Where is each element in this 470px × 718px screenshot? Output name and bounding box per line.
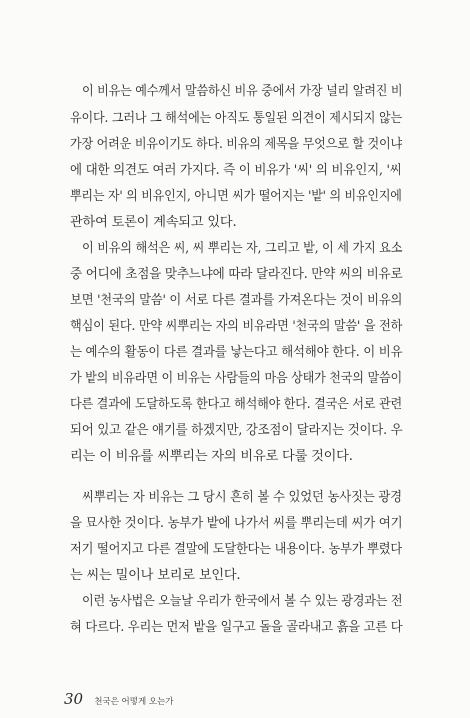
paragraph-2-line-3: 보면 '천국의 말씀' 이 서로 다른 결과를 가져온다는 것이 비유의	[70, 293, 403, 308]
paragraph-1-line-2: 유이다. 그러나 그 해석에는 아직도 통일된 의견이 제시되지 않는	[70, 111, 402, 126]
paragraph-2-line-2: 중 어디에 초점을 맞추느냐에 따라 달라진다. 만약 씨의 비유로	[70, 267, 403, 282]
paragraph-2-line-7: 다른 결과에 도달하도록 한다고 해석해야 한다. 결국은 서로 관련	[70, 397, 402, 412]
paragraph-2-line-6: 가 밭의 비유라면 이 비유는 사람들의 마음 상태가 천국의 말씀이	[70, 371, 402, 386]
page-number: 30	[64, 690, 84, 708]
paragraph-2-line-5: 는 예수의 활동이 다른 결과를 낳는다고 해석해야 한다. 이 비유	[70, 345, 403, 360]
running-title: 천국은 어떻게 오는가	[94, 697, 174, 707]
paragraph-2-line-1: 이 비유의 해석은 씨, 씨 뿌리는 자, 그리고 밭, 이 세 가지 요소	[82, 241, 403, 256]
paragraph-3-line-2: 을 묘사한 것이다. 농부가 밭에 나가서 씨를 뿌리는데 씨가 여기	[70, 516, 403, 531]
paragraph-3-line-1: 씨뿌리는 자 비유는 그 당시 흔히 볼 수 있었던 농사짓는 광경	[82, 490, 402, 505]
paragraph-3-line-4: 는 씨는 밀이나 보리로 보인다.	[70, 568, 241, 583]
paragraph-2-line-9: 리는 이 비유를 씨뿌리는 자의 비유로 다룰 것이다.	[70, 449, 353, 464]
paragraph-1-line-4: 에 대한 의견도 여러 가지다. 즉 이 비유가 '씨' 의 비유인지, '씨	[70, 163, 402, 178]
page-footer	[64, 689, 174, 708]
paragraph-1-line-5: 뿌리는 자' 의 비유인지, 아니면 씨가 떨어지는 '밭' 의 비유인지에	[70, 189, 402, 204]
paragraph-4-line-1: 이런 농사법은 오늘날 우리가 한국에서 볼 수 있는 광경과는 전	[82, 594, 403, 609]
paragraph-2-line-4: 핵심이 된다. 만약 씨뿌리는 자의 비유라면 '천국의 말씀' 을 전하	[70, 319, 403, 334]
paragraph-3-line-3: 저기 떨어지고 다른 결말에 도달한다는 내용이다. 농부가 뿌렸다	[70, 542, 402, 557]
paragraph-1-line-6: 관하여 토론이 계속되고 있다.	[70, 215, 237, 230]
paragraph-4-line-2: 혀 다르다. 우리는 먼저 밭을 일구고 돌을 골라내고 흙을 고른 다	[70, 620, 403, 635]
paragraph-1-line-3: 가장 어려운 비유이기도 하다. 비유의 제목을 무엇으로 할 것이냐	[70, 137, 402, 152]
paragraph-2-line-8: 되어 있고 같은 얘기를 하겠지만, 강조점이 달라지는 것이다. 우	[70, 423, 403, 438]
paragraph-1-line-1: 이 비유는 예수께서 말씀하신 비유 중에서 가장 널리 알려진 비	[82, 84, 403, 99]
